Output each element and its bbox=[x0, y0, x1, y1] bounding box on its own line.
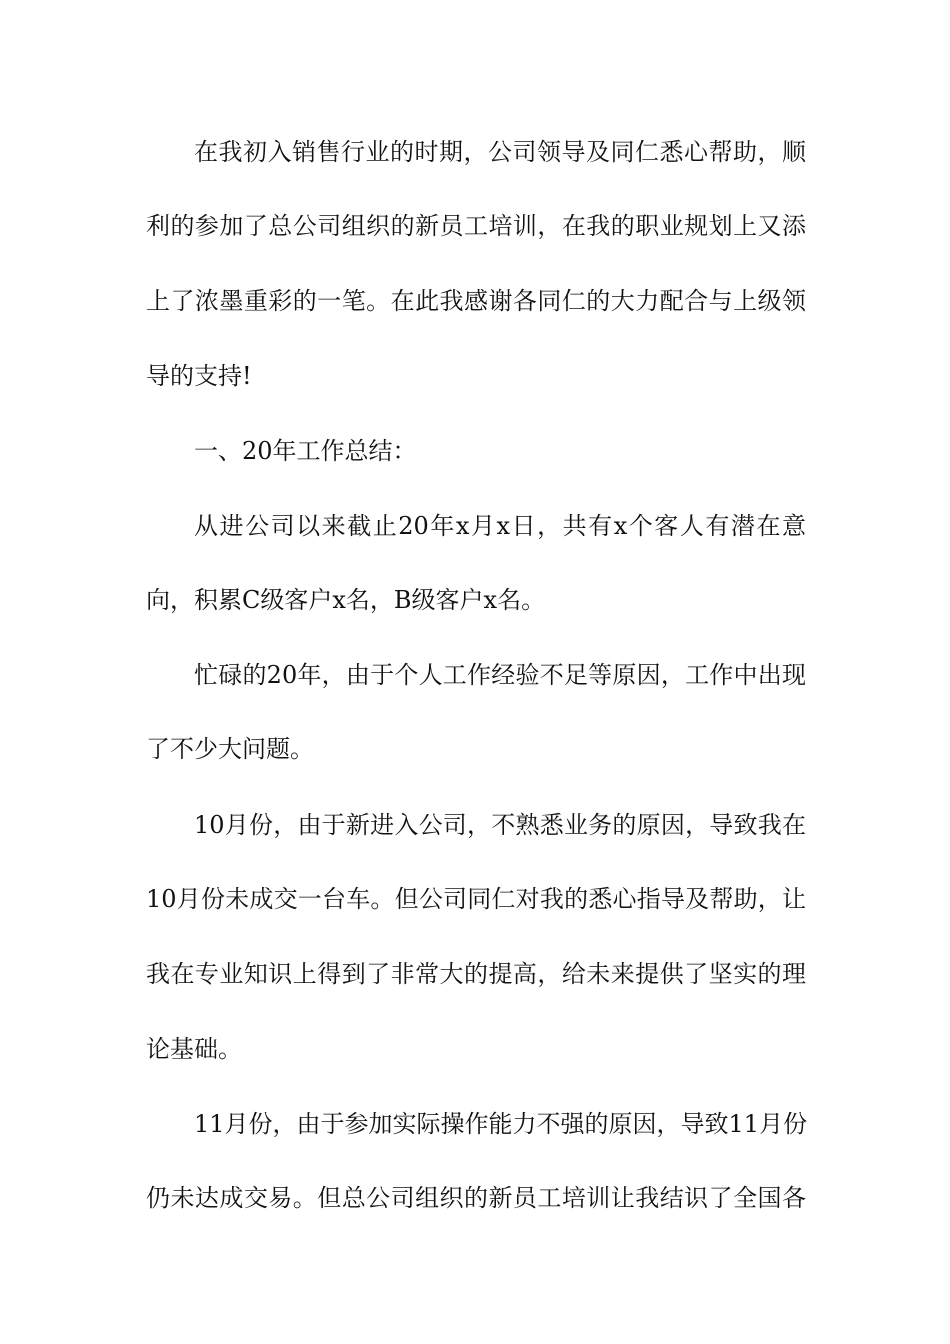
paragraph-line: 导的支持! bbox=[146, 362, 252, 390]
paragraph-line: 我在专业知识上得到了非常大的提高，给未来提供了坚实的理 bbox=[146, 960, 806, 988]
paragraph-line: 10月份未成交一台车。但公司同仁对我的悉心指导及帮助，让 bbox=[146, 885, 806, 913]
paragraph-line: 了不少大问题。 bbox=[146, 735, 314, 763]
paragraph-line: 11月份，由于参加实际操作能力不强的原因，导致11月份 bbox=[194, 1110, 808, 1138]
paragraph-line: 从进公司以来截止20年x月x日，共有x个客人有潜在意 bbox=[194, 512, 806, 540]
paragraph-line: 忙碌的20年，由于个人工作经验不足等原因，工作中出现 bbox=[194, 661, 806, 689]
paragraph-line: 在我初入销售行业的时期，公司领导及同仁悉心帮助，顺 bbox=[194, 138, 806, 166]
paragraph-line: 向，积累C级客户x名，B级客户x名。 bbox=[146, 586, 546, 614]
section-heading: 一、20年工作总结： bbox=[194, 437, 417, 465]
paragraph-line: 10月份，由于新进入公司，不熟悉业务的原因，导致我在 bbox=[194, 811, 806, 839]
paragraph-line: 论基础。 bbox=[146, 1035, 242, 1063]
paragraph-line: 仍未达成交易。但总公司组织的新员工培训让我结识了全国各 bbox=[146, 1184, 806, 1212]
paragraph-line: 利的参加了总公司组织的新员工培训，在我的职业规划上又添 bbox=[146, 212, 806, 240]
paragraph-line: 上了浓墨重彩的一笔。在此我感谢各同仁的大力配合与上级领 bbox=[146, 287, 806, 315]
